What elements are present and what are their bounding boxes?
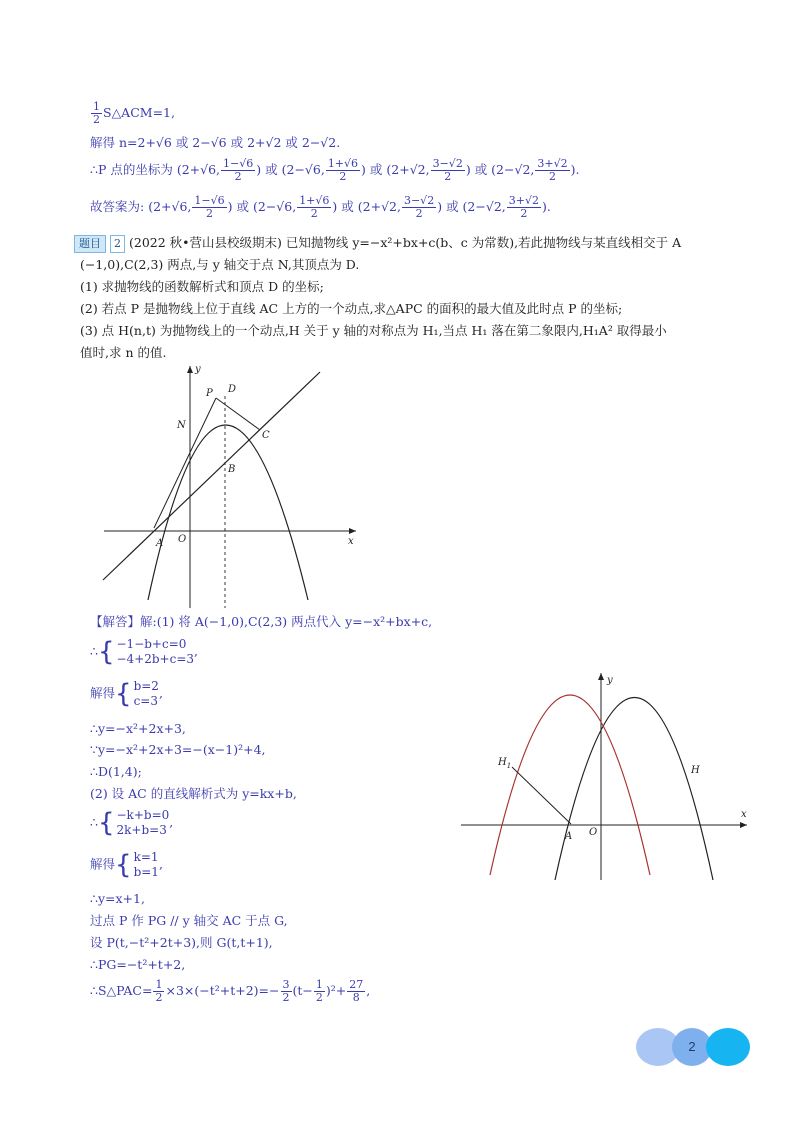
- problem-tag: 题目: [74, 235, 106, 253]
- segment-pa: [154, 398, 216, 528]
- final-answer: 故答案为: (2+√6, $\frac{1-√6}{2}$ ) 或 (2−√6, $\frac{1+√6}{2}$ ) 或 (2+√2, $\frac{3-√2}{2}$ ) 或 (2−√2, $\frac{3+√2}{2}$ ).: [90, 194, 551, 220]
- label-d: D: [228, 384, 237, 395]
- fraction: $\frac{1}{2}$: [93, 100, 100, 126]
- system-1-solution: 解得{ b=2 c=3 ,: [90, 679, 163, 709]
- label-y: y: [195, 364, 201, 375]
- construct-pg: 过点 P 作 PG // y 轴交 AC 于点 G,: [90, 913, 288, 928]
- line-ac: [103, 372, 320, 580]
- label-o: O: [589, 827, 598, 838]
- parabola: [555, 698, 713, 881]
- question-2: (2) 若点 P 是抛物线上位于直线 AC 上方的一个动点,求△APC 的面积的最大值及此时点 P 的坐标;: [80, 301, 623, 316]
- label-h1: $H_1$: [498, 757, 512, 770]
- figure-2-reflected-parabola: [455, 665, 755, 885]
- problem-stem-line2: (−1,0),C(2,3) 两点,与 y 轴交于点 N,其顶点为 D.: [80, 257, 360, 272]
- parabola-expression: ∴y=−x²+2x+3,: [90, 721, 186, 736]
- solution-n: 解得 n=2+√6 或 2−√6 或 2+√2 或 2−√2.: [90, 135, 341, 150]
- system-2: ∴{ −k+b=0 2k+b=3 ,: [90, 808, 174, 838]
- label-n: N: [177, 420, 186, 431]
- label-a: A: [565, 831, 573, 842]
- problem-stem-line1: 题目 2 (2022 秋•营山县校级期末) 已知抛物线 y=−x²+bx+c(b、c 为常数),若此抛物线与某直线相交于 A: [74, 235, 681, 253]
- vertex-form: ∵y=−x²+2x+3=−(x−1)²+4,: [90, 742, 266, 757]
- figure-1-parabola-line: [98, 360, 368, 610]
- reflected-parabola: [490, 695, 650, 875]
- vertex-d: ∴D(1,4);: [90, 764, 142, 779]
- question-3: (3) 点 H(n,t) 为抛物线上的一个动点,H 关于 y 轴的对称点为 H₁,当点 H₁ 落在第二象限内,H₁A² 取得最小: [80, 323, 667, 338]
- p-coordinates: ∴P 点的坐标为 (2+√6, $\frac{1-√6}{2}$ ) 或 (2−√6, $\frac{1+√6}{2}$ ) 或 (2+√2, $\frac{3-√2}{2}$ ) 或 (2−√2, $\frac{3+√2}{2}$ ).: [90, 157, 580, 183]
- problem-number: 2: [110, 235, 125, 253]
- system-2-solution: 解得{ k=1 b=1 ,: [90, 850, 163, 880]
- parabola: [148, 425, 308, 600]
- footer-decoration-right: [706, 1028, 750, 1066]
- line-expression: ∴y=x+1,: [90, 891, 145, 906]
- page-number: 2: [688, 1039, 696, 1054]
- label-y: y: [607, 675, 613, 686]
- label-c: C: [262, 430, 270, 441]
- label-x: x: [741, 809, 747, 820]
- label-p: P: [206, 388, 213, 399]
- pg-length: ∴PG=−t²+t+2,: [90, 957, 186, 972]
- label-a: A: [156, 538, 164, 549]
- area-expression: ∴S△PAC= $\frac{1}{2}$ ×3×(−t²+t+2)=− $\frac{3}{2}$ (t− $\frac{1}{2}$ )²+ $\frac{27}{8}$ ,: [90, 978, 371, 1004]
- segment-h1a: [512, 767, 571, 824]
- solution-part-2: (2) 设 AC 的直线解析式为 y=kx+b,: [90, 786, 297, 801]
- label-h: H: [691, 765, 700, 776]
- question-3-cont: 值时,求 n 的值.: [80, 345, 167, 360]
- area-equation: $\frac{1}{2}$ S△ACM=1,: [93, 100, 175, 126]
- label-o: O: [178, 534, 187, 545]
- system-1: ∴{ −1−b+c=0 −4+2b+c=3 ,: [90, 637, 199, 667]
- set-p: 设 P(t,−t²+2t+3),则 G(t,t+1),: [90, 935, 273, 950]
- solution-line-1: 【解答】解:(1) 将 A(−1,0),C(2,3) 两点代入 y=−x²+bx+c,: [90, 614, 433, 629]
- question-1: (1) 求抛物线的函数解析式和顶点 D 的坐标;: [80, 279, 324, 294]
- label-x: x: [348, 536, 354, 547]
- label-b: B: [228, 464, 236, 475]
